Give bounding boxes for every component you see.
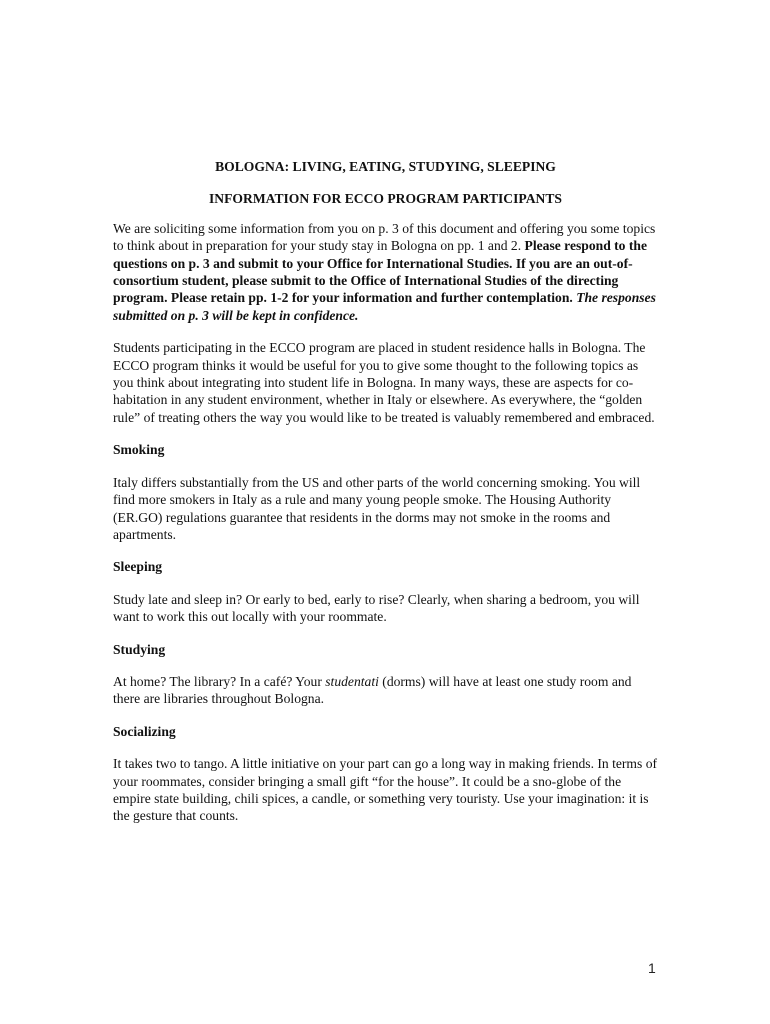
studying-text-end: (dorms) will have at least one study room and there are libraries throughout Bologna. [113, 673, 632, 707]
intro-text: We are soliciting some information from you on p. 3 of this document and offering you some topics to think about in preparation for your study stay in Bologna on pp. 1 and 2. [113, 220, 656, 254]
document-subtitle: INFORMATION FOR ECCO PROGRAM PARTICIPANTS [209, 191, 562, 207]
studying-heading: Studying [113, 641, 166, 657]
socializing-paragraph: It takes two to tango. A little initiative on your part can go a long way in making friends. In terms of your roommates, consider bringing a small gift “for the house”. It could be a sno-globe of the empire state building, chili spices, a candle, or something very touristy. Use your imagination: it is the gesture that counts. [113, 756, 658, 824]
sleeping-heading: Sleeping [113, 559, 163, 575]
socializing-heading: Socializing [113, 723, 176, 739]
document-body [113, 158, 658, 825]
page-number: 1 [648, 960, 656, 976]
intro-instructions: Please respond to the questions on p. 3 and submit to your Office for International Studies. If you are an out-of-consortium student, please submit to the Office of International Studies of the directing program. Please retain pp. 1-2 for your information and further contemplation. [113, 238, 647, 306]
studying-italic-term: studentati [325, 673, 379, 689]
studying-paragraph [113, 673, 658, 708]
smoking-heading: Smoking [113, 442, 165, 458]
sleeping-paragraph: Study late and sleep in? Or early to bed, early to rise? Clearly, when sharing a bedroom, you will want to work this out locally with your roommate. [113, 591, 640, 625]
residence-paragraph: Students participating in the ECCO program are placed in student residence halls in Bologna. The ECCO program thinks it would be useful for you to give some thought to the following topics as you think about integrating into student life in Bologna. In many ways, these are aspects for co-habitation in any student environment, whether in Italy or elsewhere. As everywhere, the “golden rule” of treating others the way you would like to be treated is valuably remembered and embraced. [113, 340, 655, 425]
document-title: BOLOGNA: LIVING, EATING, STUDYING, SLEEPING [215, 159, 556, 174]
intro-confidentiality-note: The responses submitted on p. 3 will be kept in confidence. [113, 290, 656, 323]
smoking-paragraph: Italy differs substantially from the US and other parts of the world concerning smoking. You will find more smokers in Italy as a rule and many young people smoke. The Housing Authority (ER.GO) regulations guarantee that residents in the dorms may not smoke in the rooms and apartments. [113, 474, 641, 542]
studying-text-start: At home? The library? In a café? Your [113, 673, 326, 689]
intro-paragraph [113, 220, 658, 324]
